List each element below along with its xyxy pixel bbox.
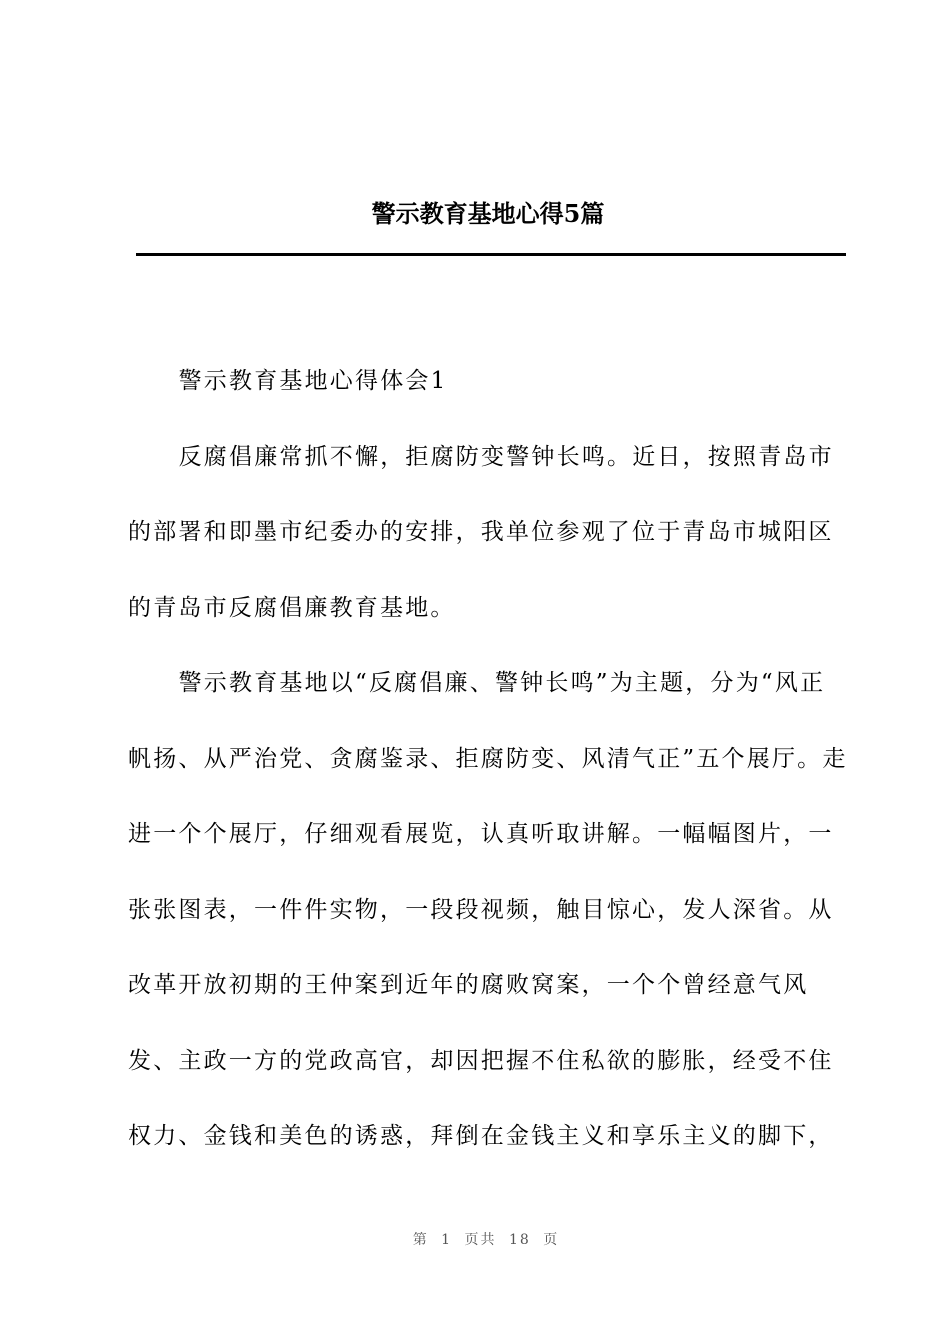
page-footer: 第 1 页共 18 页: [412, 1232, 560, 1248]
section-heading: 警示教育基地心得体会1: [178, 368, 448, 394]
title-divider: [136, 253, 846, 256]
paragraph-2: 警示教育基地以“反腐倡廉、警钟长鸣”为主题，分为“风正帆扬、从严治党、贪腐鉴录、拒腐防变、风清气正”五个展厅。走进一个个展厅，仔细观看展览，认真听取讲解。一幅幅图片，一张张图表，一件件实物，一段段视频，触目惊心，发人深省。从改革开放初期的王仲案到近年的腐败窝案，一个个曾经意气风发、主政一方的党政高官，却因把握不住私欲的膨胀，经受不住权力、金钱和美色的诱惑，拜倒在金钱主义和享乐主义的脚下，: [128, 670, 848, 1149]
document-body: [128, 344, 848, 1175]
paragraph-1: 反腐倡廉常抓不懈，拒腐防变警钟长鸣。近日，按照青岛市的部署和即墨市纪委办的安排，我单位参观了位于青岛市城阳区的青岛市反腐倡廉教育基地。: [128, 443, 834, 621]
document-title: 警示教育基地心得5篇: [371, 199, 605, 228]
